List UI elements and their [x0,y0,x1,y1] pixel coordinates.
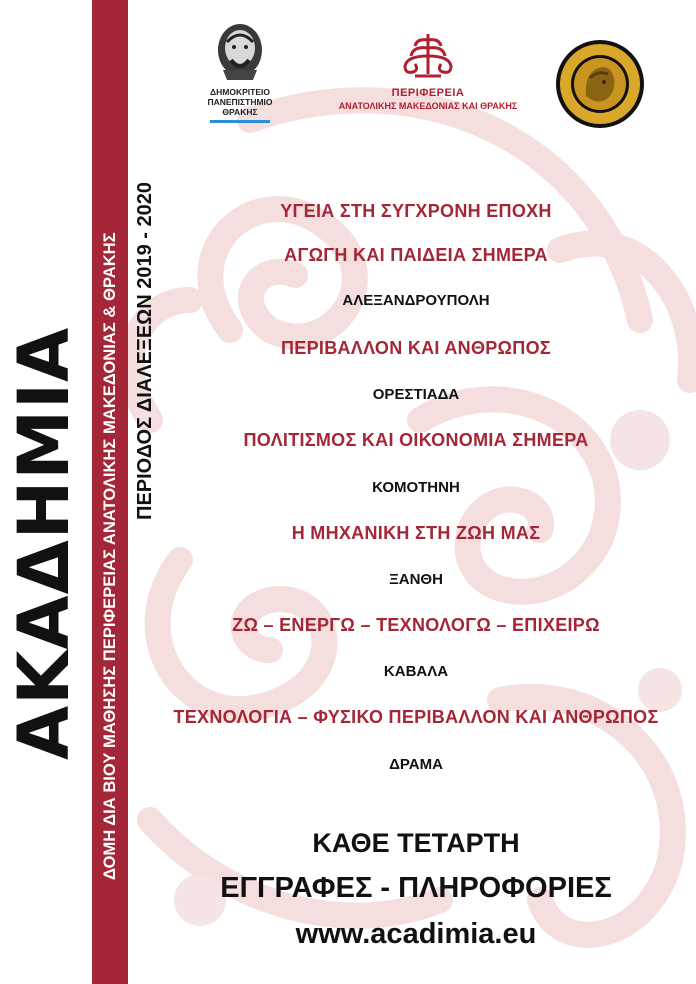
ionic-ornament-icon [393,30,463,82]
footer-info: ΕΓΓΡΑΦΕΣ - ΠΛΗΡΟΦΟΡΙΕΣ [220,872,612,904]
duth-line3: ΘΡΑΚΗΣ [222,107,258,117]
city-kavala: ΚΑΒΑΛΑ [383,663,449,680]
topic-health: ΥΓΕΙΑ ΣΤΗ ΣΥΓΧΡΟΝΗ ΕΠΟΧΗ [280,201,552,221]
city-xanthi: ΞΑΝΘΗ [389,571,443,588]
topic-culture-economy: ΠΟΛΙΤΙΣΜΟΣ ΚΑΙ ΟΙΚΟΝΟΜΙΑ ΣΗΜΕΡΑ [243,430,589,450]
duth-line1: ΔΗΜΟΚΡΙΤΕΙΟ [210,87,270,97]
region-logo [318,30,538,111]
footer-url[interactable]: www.acadimia.eu [295,918,537,950]
city-drama: ΔΡΑΜΑ [389,756,443,773]
topic-mechanics: Η ΜΗΧΑΝΙΚΗ ΣΤΗ ΖΩΗ ΜΑΣ [291,523,541,543]
red-strip [92,0,128,984]
tei-logo [554,38,646,130]
topic-technology-environment: ΤΕΧΝΟΛΟΓΙΑ – ΦΥΣΙΚΟ ΠΕΡΙΒΑΛΛΟΝ ΚΑΙ ΑΝΘΡΩΠΟΣ [173,707,659,727]
alexander-coin-icon [554,38,646,130]
topic-entrepreneurship: ΖΩ – ΕΝΕΡΓΩ – ΤΕΧΝΟΛΟΓΩ – ΕΠΙΧΕΙΡΩ [232,615,600,635]
duth-blue-bar [210,120,270,123]
period-label: ΠΕΡΙΟΔΟΣ ΔΙΑΛΕΞΕΩΝ 2019 - 2020 [134,182,156,520]
city-alexandroupoli: ΑΛΕΞΑΝΔΡΟΥΠΟΛΗ [342,292,490,309]
topic-environment: ΠΕΡΙΒΑΛΛΟΝ ΚΑΙ ΑΝΘΡΩΠΟΣ [280,338,551,358]
region-line1: ΠΕΡΙΦΕΡΕΙΑ [391,87,465,99]
region-line2: ΑΝΑΤΟΛΙΚΗΣ ΜΑΚΕΔΟΝΙΑΣ ΚΑΙ ΘΡΑΚΗΣ [338,101,518,111]
duth-line2: ΠΑΝΕΠΙΣΤΗΜΙΟ [207,97,273,107]
democritus-head-icon [209,20,271,82]
topic-education: ΑΓΩΓΗ ΚΑΙ ΠΑΙΔΕΙΑ ΣΗΜΕΡΑ [284,245,548,265]
strip-text: ΔΟΜΗ ΔΙΑ ΒΙΟΥ ΜΑΘΗΣΗΣ ΠΕΡΙΦΕΡΕΙΑΣ ΑΝΑΤΟΛΙΚΗΣ ΜΑΚΕΔΟΝΙΑΣ & ΘΡΑΚΗΣ [100,232,119,880]
footer-day: ΚΑΘΕ ΤΕΤΑΡΤΗ [312,828,520,858]
city-komotini: ΚΟΜΟΤΗΝΗ [372,479,460,496]
duth-logo [200,20,280,123]
side-title: ΑΚΑΔΗΜΙΑ [3,326,85,760]
city-orestiada: ΟΡΕΣΤΙΑΔΑ [372,386,460,403]
